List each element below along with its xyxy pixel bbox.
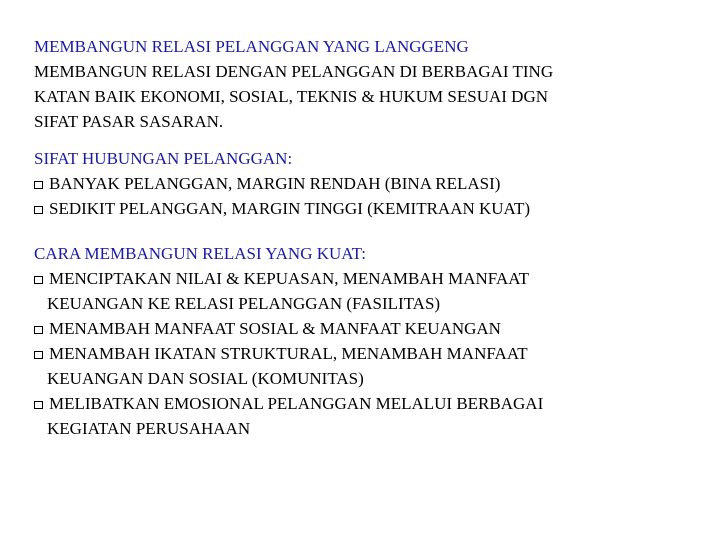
cara-list-item <box>34 316 694 341</box>
cara-section <box>34 241 694 441</box>
intro-line-3: SIFAT PASAR SASARAN. <box>34 112 224 131</box>
cara-item-text: MENAMBAH IKATAN STRUKTURAL, MENAMBAH MANFAAT <box>49 344 528 363</box>
square-bullet-icon <box>34 326 43 334</box>
sifat-item-text: BANYAK PELANGGAN, MARGIN RENDAH (BINA RELASI) <box>49 174 501 193</box>
slide-content <box>34 34 694 453</box>
square-bullet-icon <box>34 351 43 359</box>
square-bullet-icon <box>34 401 43 409</box>
cara-item-text: MELIBATKAN EMOSIONAL PELANGGAN MELALUI BERBAGAI <box>49 394 544 413</box>
cara-item-text: MENCIPTAKAN NILAI & KEPUASAN, MENAMBAH MANFAAT <box>49 269 530 288</box>
intro-line-1: MEMBANGUN RELASI DENGAN PELANGGAN DI BERBAGAI TING <box>34 62 554 81</box>
sifat-list-item <box>34 171 694 196</box>
sifat-list-item <box>34 196 694 221</box>
intro-line-2: KATAN BAIK EKONOMI, SOSIAL, TEKNIS & HUKUM SESUAI DGN <box>34 87 548 106</box>
cara-item-continuation: KEUANGAN KE RELASI PELANGGAN (FASILITAS) <box>47 294 441 313</box>
intro-title: MEMBANGUN RELASI PELANGGAN YANG LANGGENG <box>34 37 469 56</box>
cara-list-item <box>34 341 694 366</box>
sifat-heading: SIFAT HUBUNGAN PELANGGAN: <box>34 149 293 168</box>
square-bullet-icon <box>34 276 43 284</box>
cara-list-item <box>34 266 694 291</box>
cara-list-item <box>34 391 694 416</box>
cara-item-continuation: KEGIATAN PERUSAHAAN <box>47 419 251 438</box>
square-bullet-icon <box>34 206 43 214</box>
cara-item-text: MENAMBAH MANFAAT SOSIAL & MANFAAT KEUANGAN <box>49 319 501 338</box>
sifat-section <box>34 146 694 221</box>
cara-heading: CARA MEMBANGUN RELASI YANG KUAT: <box>34 244 366 263</box>
cara-item-continuation: KEUANGAN DAN SOSIAL (KOMUNITAS) <box>47 369 364 388</box>
sifat-item-text: SEDIKIT PELANGGAN, MARGIN TINGGI (KEMITRAAN KUAT) <box>49 199 530 218</box>
square-bullet-icon <box>34 181 43 189</box>
intro-section <box>34 34 694 134</box>
